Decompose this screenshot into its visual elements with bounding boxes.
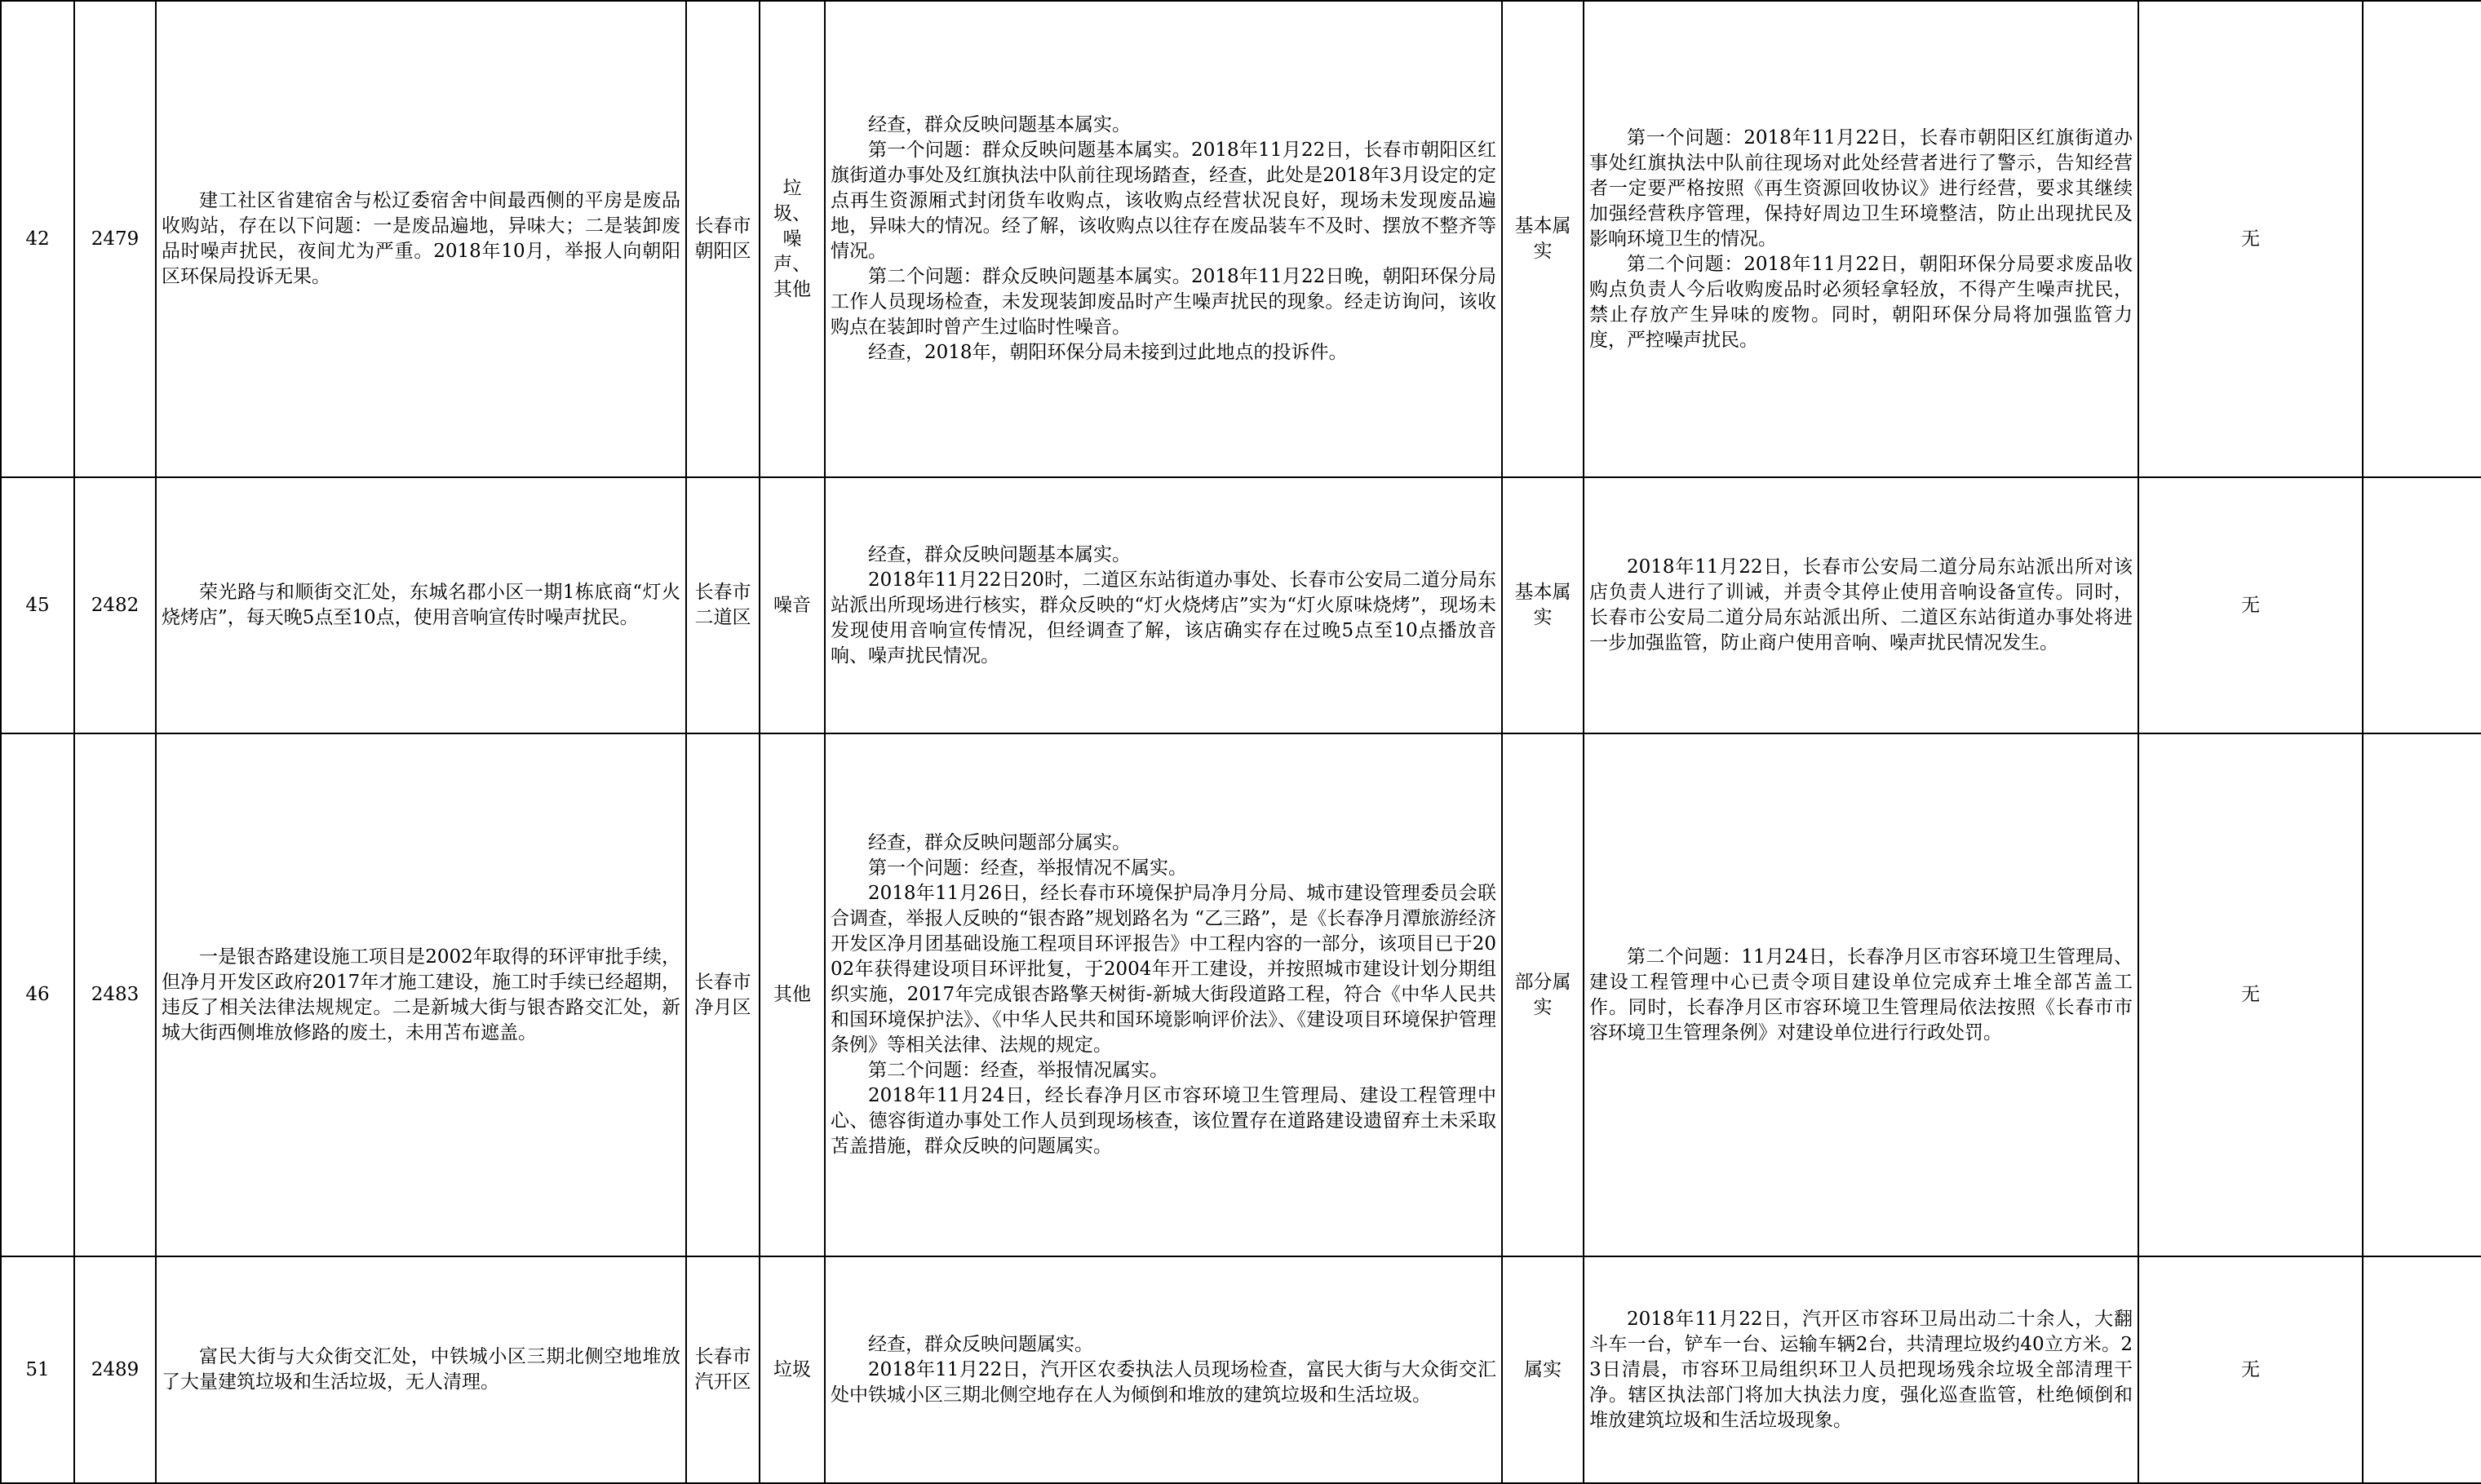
row-seq: 42 — [1, 1, 74, 477]
table-row — [1, 1, 2481, 477]
row-investigation — [825, 1256, 1502, 1483]
investigation-paragraph: 2018年11月22日，汽开区农委执法人员现场检查，富民大街与大众街交汇处中铁城小区三期北侧空地存在人为倾倒和堆放的建筑垃圾和生活垃圾。 — [831, 1358, 1496, 1406]
row-verdict: 基本属实 — [1502, 477, 1584, 733]
row-complaint — [156, 1, 686, 477]
row-complaint — [156, 733, 686, 1256]
row-type: 噪音 — [760, 477, 825, 733]
handling-paragraph: 第二个问题：11月24日，长春净月区市容环境卫生管理局、建设工程管理中心已责令项目建设单位完成弃土堆全部苫盖工作。同时，长春净月区市容环境卫生管理局依法按照《长春市市容环境卫生管理条例》对建设单位进行行政处罚。 — [1589, 946, 2133, 1043]
investigation-paragraph: 2018年11月24日，经长春净月区市容环境卫生管理局、建设工程管理中心、德容街道办事处工作人员到现场核查，该位置存在道路建设遗留弃土未采取苫盖措施，群众反映的问题属实。 — [831, 1085, 1496, 1157]
row-district: 长春市净月区 — [686, 733, 760, 1256]
table-body — [1, 1, 2481, 1483]
investigation-paragraph: 经查，群众反映问题部分属实。 — [868, 832, 1131, 853]
row-seq: 46 — [1, 733, 74, 1256]
investigation-paragraph: 2018年11月26日，经长春市环境保护局净月分局、城市建设管理委员会联合调查，举报人反映的“银杏路”规划路名为 “乙三路”，是《长春净月潭旅游经济开发区净月团基础设施工程项目环评报告》中工程内容的一部分，该项目已于2002年获得建设项目环评批复，于2004年开工建设，并按照城市建设计划分期组织实施，2017年完成银杏路擎天树街-新城大街段道路工程，符合《中华人民共和国环境保护法》、《中华人民共和国环境影响评价法》、《建设项目环境保护管理条例》等相关法律、法规的规定。 — [831, 883, 1496, 1056]
row-extra — [2363, 733, 2481, 1256]
table-row — [1, 733, 2481, 1256]
handling-paragraph: 2018年11月22日，长春市公安局二道分局东站派出所对该店负责人进行了训诫，并责令其停止使用音响设备宣传。同时，长春市公安局二道分局东站派出所、二道区东站街道办事处将进一步加强监管，防止商户使用音响、噪声扰民情况发生。 — [1589, 556, 2133, 653]
row-type: 其他 — [760, 733, 825, 1256]
complaint-text: 荣光路与和顺街交汇处，东城名郡小区一期1栋底商“灯火烧烤店”，每天晚5点至10点，使用音响宣传时噪声扰民。 — [162, 582, 680, 628]
investigation-paragraph: 第二个问题：经查，举报情况属实。 — [868, 1060, 1168, 1081]
row-handling — [1584, 1256, 2138, 1483]
row-handling — [1584, 1, 2138, 477]
row-investigation — [825, 477, 1502, 733]
investigation-paragraph: 经查，群众反映问题基本属实。 — [868, 543, 1131, 565]
complaint-text: 富民大街与大众街交汇处，中铁城小区三期北侧空地堆放了大量建筑垃圾和生活垃圾，无人清理。 — [162, 1346, 680, 1393]
row-verdict: 部分属实 — [1502, 733, 1584, 1256]
row-district: 长春市汽开区 — [686, 1256, 760, 1483]
row-verdict: 属实 — [1502, 1256, 1584, 1483]
row-district: 长春市二道区 — [686, 477, 760, 733]
table-row — [1, 477, 2481, 733]
table-row — [1, 1256, 2481, 1483]
row-accountability: 无 — [2138, 1, 2363, 477]
row-accountability: 无 — [2138, 1256, 2363, 1483]
handling-paragraph: 第一个问题：2018年11月22日，长春市朝阳区红旗街道办事处红旗执法中队前往现场对此处经营者进行了警示，告知经营者一定要严格按照《再生资源回收协议》进行经营，要求其继续加强经营秩序管理，保持好周边卫生环境整洁，防止出现扰民及影响环境卫生的情况。 — [1589, 126, 2133, 250]
row-accountability: 无 — [2138, 477, 2363, 733]
investigation-paragraph: 经查，2018年，朝阳环保分局未接到过此地点的投诉件。 — [868, 342, 1348, 363]
row-type: 垃圾、噪声、其他 — [760, 1, 825, 477]
handling-paragraph: 第二个问题：2018年11月22日，朝阳环保分局要求废品收购点负责人今后收购废品时必须轻拿轻放，不得产生噪声扰民，禁止存放产生异味的废物。同时，朝阳环保分局将加强监管力度，严控噪声扰民。 — [1589, 253, 2133, 351]
row-handling — [1584, 477, 2138, 733]
row-handling — [1584, 733, 2138, 1256]
row-seq: 45 — [1, 477, 74, 733]
investigation-paragraph: 第一个问题：群众反映问题基本属实。2018年11月22日，长春市朝阳区红旗街道办事处及红旗执法中队前往现场踏查，经查，此处是2018年3月设定的定点再生资源厢式封闭货车收购点，该收购点经营状况良好，现场未发现废品遍地，异味大的情况。经了解，该收购点以往存在废品装车不及时、摆放不整齐等情况。 — [831, 140, 1496, 262]
row-complaint — [156, 477, 686, 733]
row-investigation — [825, 733, 1502, 1256]
row-id: 2479 — [74, 1, 156, 477]
investigation-paragraph: 第二个问题：群众反映问题基本属实。2018年11月22日晚，朝阳环保分局工作人员现场检查，未发现装卸废品时产生噪声扰民的现象。经走访询问，该收购点在装卸时曾产生过临时性噪音。 — [831, 266, 1496, 338]
row-investigation — [825, 1, 1502, 477]
investigation-paragraph: 第一个问题：经查，举报情况不属实。 — [868, 857, 1187, 879]
row-extra — [2363, 1256, 2481, 1483]
row-district: 长春市朝阳区 — [686, 1, 760, 477]
complaint-text: 一是银杏路建设施工项目是2002年取得的环评审批手续，但净月开发区政府2017年才施工建设，施工时手续已经超期，违反了相关法律法规规定。二是新城大街与银杏路交汇处，新城大街西侧堆放修路的废土，未用苫布遮盖。 — [162, 946, 680, 1043]
row-verdict: 基本属实 — [1502, 1, 1584, 477]
investigation-paragraph: 经查，群众反映问题基本属实。 — [868, 114, 1131, 135]
row-seq: 51 — [1, 1256, 74, 1483]
investigation-paragraph: 2018年11月22日20时，二道区东站街道办事处、长春市公安局二道分局东站派出所现场进行核实，群众反映的“灯火烧烤店”实为“灯火原味烧烤”，现场未发现使用音响宣传情况，但经调查了解，该店确实存在过晚5点至10点播放音响、噪声扰民情况。 — [831, 569, 1496, 667]
row-extra — [2363, 1, 2481, 477]
row-extra — [2363, 477, 2481, 733]
row-accountability: 无 — [2138, 733, 2363, 1256]
row-id: 2489 — [74, 1256, 156, 1483]
investigation-paragraph: 经查，群众反映问题属实。 — [868, 1333, 1093, 1355]
row-id: 2483 — [74, 733, 156, 1256]
handling-paragraph: 2018年11月22日，汽开区市容环卫局出动二十余人，大翻斗车一台，铲车一台、运输车辆2台，共清理垃圾约40立方米。23日清晨，市容环卫局组织环卫人员把现场残余垃圾全部清理干净。辖区执法部门将加大执法力度，强化巡查监管，杜绝倾倒和堆放建筑垃圾和生活垃圾现象。 — [1589, 1308, 2133, 1431]
row-id: 2482 — [74, 477, 156, 733]
row-type: 垃圾 — [760, 1256, 825, 1483]
complaint-text: 建工社区省建宿舍与松辽委宿舍中间最西侧的平房是废品收购站，存在以下问题：一是废品遍地，异味大；二是装卸废品时噪声扰民，夜间尤为严重。2018年10月，举报人向朝阳区环保局投诉无果。 — [162, 190, 680, 287]
row-complaint — [156, 1256, 686, 1483]
